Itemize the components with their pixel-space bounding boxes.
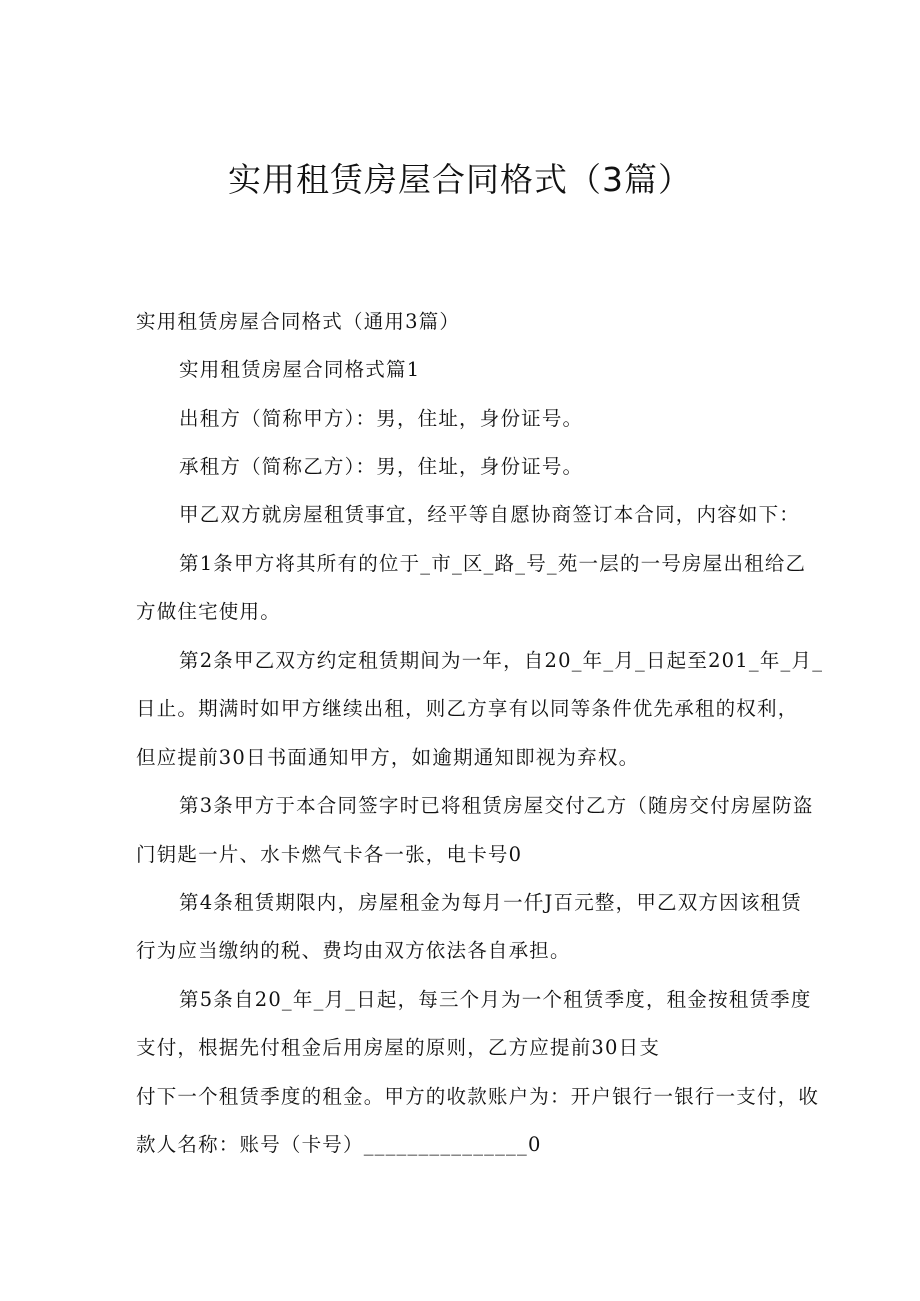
- clause-5-line: 付下一个租赁季度的租金。甲方的收款账户为：开户银行一银行一支付，收: [136, 1085, 820, 1108]
- clause-5-line: 第5条自20_年_月_日起，每三个月为一个租赁季度，租金按租赁季度: [179, 988, 812, 1011]
- clause-5-line: 支付，根据先付租金后用房屋的原则，乙方应提前30日支: [136, 1036, 661, 1059]
- clause-3-line: 门钥匙一片、水卡燃气卡各一张，电卡号0: [136, 843, 523, 866]
- document-title: 实用租赁房屋合同格式（3篇）: [228, 160, 692, 199]
- lessee-line: 承租方（简称乙方）：男，住址，身份证号。: [179, 455, 584, 478]
- preamble-line: 甲乙双方就房屋租赁事宜，经平等自愿协商签订本合同，内容如下：: [179, 503, 801, 526]
- clause-5-line: 款人名称：账号（卡号）_______________0: [136, 1133, 542, 1156]
- clause-4-line: 行为应当缴纳的税、费均由双方依法各自承担。: [136, 939, 571, 962]
- clause-4-line: 第4条租赁期限内，房屋租金为每月一仟J百元整，甲乙双方因该租赁: [179, 891, 802, 914]
- clause-1-line: 第1条甲方将其所有的位于_市_区_路_号_苑一层的一号房屋出租给乙: [179, 552, 807, 575]
- clause-2-line: 但应提前30日书面通知甲方，如逾期通知即视为弃权。: [136, 746, 640, 769]
- clause-3-line: 第3条甲方于本合同签字时已将租赁房屋交付乙方（随房交付房屋防盗: [179, 794, 814, 817]
- clause-2-line: 第2条甲乙双方约定租赁期间为一年，自20_年_月_日起至201_年_月_: [179, 649, 824, 672]
- section-heading: 实用租赁房屋合同格式篇1: [179, 358, 421, 381]
- clause-1-line: 方做住宅使用。: [136, 600, 281, 623]
- document-subtitle: 实用租赁房屋合同格式（通用3篇）: [136, 310, 461, 333]
- lessor-line: 出租方（简称甲方）：男，住址，身份证号。: [179, 407, 584, 430]
- clause-2-line: 日止。期满时如甲方继续出租，则乙方享有以同等条件优先承租的权利，: [136, 697, 799, 720]
